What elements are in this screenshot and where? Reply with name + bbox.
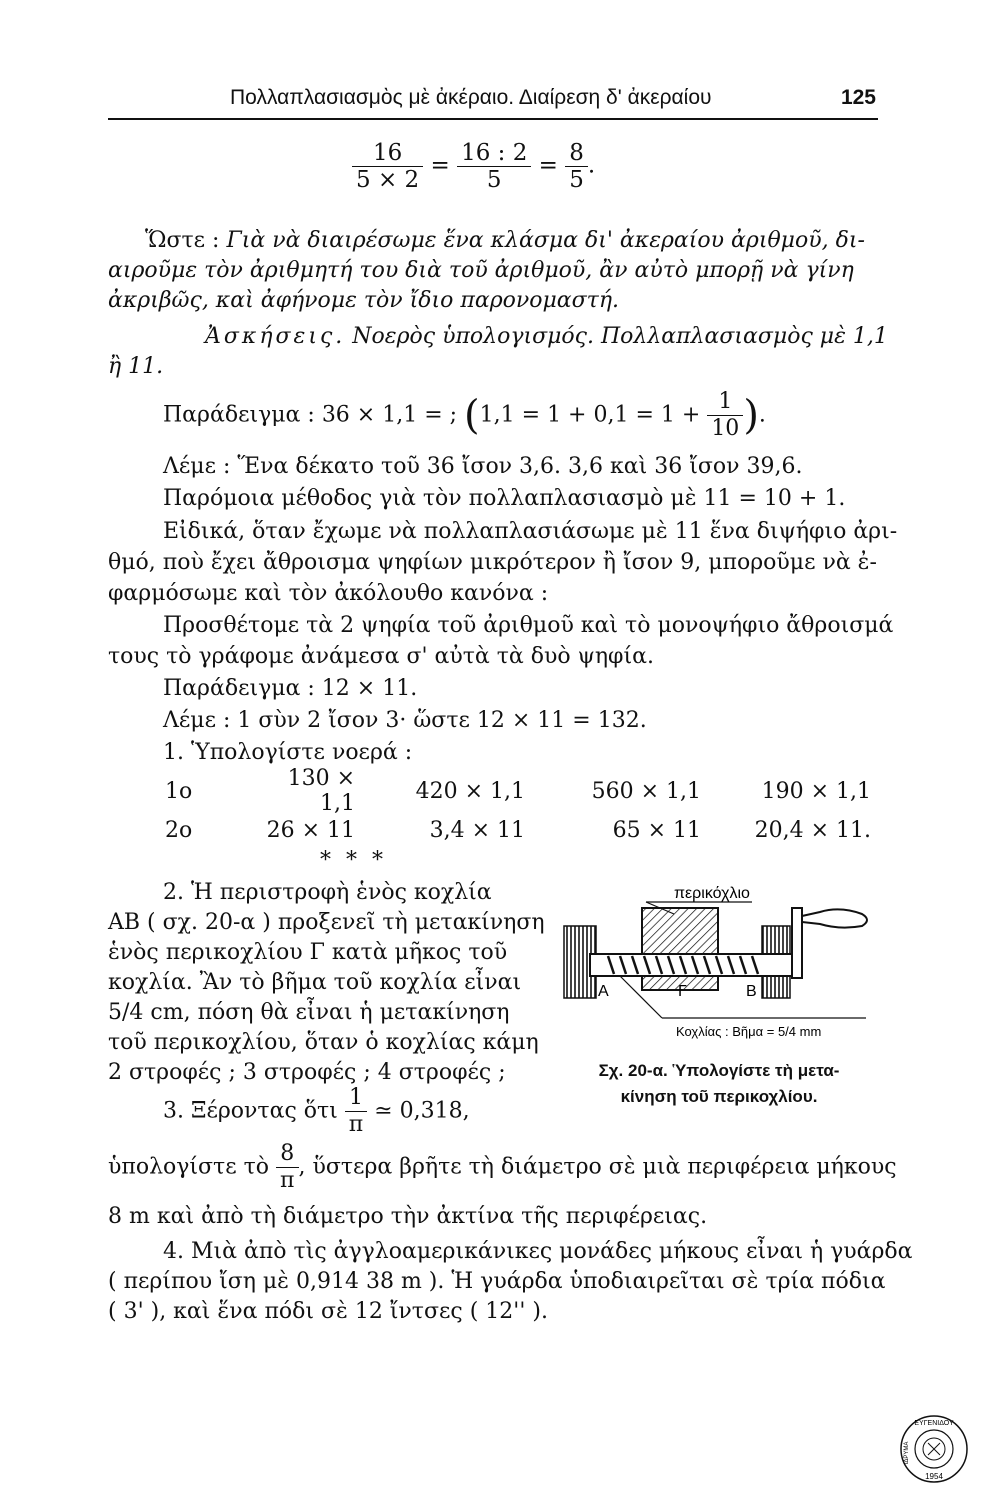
problem-line: 5/4 cm, πόση θὰ εἶναι ἡ μετακίνηση [108,1000,510,1025]
example-line: Παράδειγμα : 36 × 1,1 = ; (1,1 = 1 + 0,1 = 1 + $\frac{1}{10}$ ). [163,389,766,441]
body-line: Παρόμοια μέθοδος γιὰ τὸν πολλαπλασιασμὸ μὲ 11 = 10 + 1. [163,486,846,511]
table-row: 1ο 130 × 1,1 420 × 1,1 560 × 1,1 190 × 1,1 [165,766,871,816]
problem-line: 2 στροφές ; 3 στροφές ; 4 στροφές ; [108,1060,506,1085]
rule-line: ἀκριβῶς, καὶ ἀφήνομε τὸν ἴδιο παρονομαστή. [108,288,620,313]
problem-line: 3. Ξέροντας ὅτι $\frac{1}{\pi}$ ≃ 0,318, [163,1085,470,1137]
label-g: Γ [678,983,687,1000]
problem-line: ΑΒ ( σχ. 20-α ) προξενεῖ τὴ μετακίνηση [108,910,545,935]
fraction-equation: $\frac{16}{5 \times 2}$ = $\frac{16 : 2}{5}$ = $\frac{8}{5}$ . [352,140,595,193]
fraction: $\frac{8}{5}$ [565,140,588,193]
problem-line: ( περίπου ἴση μὲ 0,914 38 m ). Ἡ γυάρδα ὑποδιαιρεῖται σὲ τρία πόδια [108,1269,886,1294]
nut [642,908,718,990]
exercises-heading: Ἀσκήσεις. Νοερὸς ὑπολογισμός. Πολλαπλασιασμὸς μὲ 1,1 [205,324,888,349]
fraction: $\frac{1}{10}$ [707,389,743,442]
problem-line: 2. Ἡ περιστροφὴ ἑνὸς κοχλία [163,880,492,905]
problem-line: 8 m καὶ ἀπὸ τὴ διάμετρο τὴν ἀκτίνα τῆς περιφέρειας. [108,1204,708,1229]
foundation-seal [898,1413,970,1485]
fraction: $\frac{1}{\pi}$ [345,1085,367,1138]
problem-line: τοῦ περικοχλίου, ὅταν ὁ κοχλίας κάμη [108,1030,539,1055]
page-header [108,84,878,120]
fraction: $\frac{8}{\pi}$ [276,1141,298,1194]
problem-line: ( 3' ), καὶ ἕνα πόδι σὲ 12 ἴντσες ( 12'' ). [108,1299,548,1324]
screw-figure [550,868,886,1040]
svg-text:ΕΥΓΕΝΙΔΟΥ: ΕΥΓΕΝΙΔΟΥ [914,1420,954,1427]
fraction: $\frac{16 : 2}{5}$ [457,140,531,193]
body-line: Προσθέτομε τὰ 2 ψηφία τοῦ ἀριθμοῦ καὶ τὸ μονοψήφιο ἄθροισμά [163,613,894,638]
body-line: Λέμε : 1 σὺν 2 ἴσον 3· ὥστε 12 × 11 = 132. [163,708,647,733]
page-number: 125 [840,86,876,109]
body-line: 1. Ὑπολογίστε νοερά : [163,740,413,765]
rule-line: Ὥστε : Γιὰ νὰ διαιρέσωμε ἕνα κλάσμα δι' ἀκεραίου ἀριθμοῦ, δι- [145,228,865,253]
exercises-heading-cont: ἢ 11. [108,354,164,379]
body-line: Παράδειγμα : 12 × 11. [163,676,418,701]
rule-line: αιροῦμε τὸν ἀριθμητή του διὰ τοῦ ἀριθμοῦ, ἂν αὐτὸ μπορῇ νὰ γίνη [108,258,854,283]
figure-caption: Σχ. 20-α. Ὑπολογίστε τὴ μετα- κίνηση τοῦ περικοχλίου. [598,1061,840,1106]
label-nut: περικόχλιο [674,885,750,902]
label-b: Β [746,983,757,1000]
svg-text:1954: 1954 [925,1472,943,1481]
svg-text:ΙΔΡΥΜΑ: ΙΔΡΥΜΑ [904,1441,910,1465]
table-row: 2ο 26 × 11 3,4 × 11 65 × 11 20,4 × 11. [165,818,871,843]
problem-line: κοχλία. Ἂν τὸ βῆμα τοῦ κοχλία εἶναι [108,970,522,995]
exercise-table [165,766,871,845]
section-stars: * * * [320,848,387,873]
crank-handle [802,909,867,927]
body-line: Εἰδικά, ὅταν ἔχωμε νὰ πολλαπλασιάσωμε μὲ 11 ἕνα διψήφιο ἀρι- [163,519,898,544]
fraction: $\frac{16}{5 \times 2}$ [352,140,423,193]
problem-line: ὑπολογίστε τὸ $\frac{8}{\pi}$ , ὕστερα βρῆτε τὴ διάμετρο σὲ μιὰ περιφέρεια μήκους [108,1141,897,1193]
running-title: Πολλαπλασιασμὸς μὲ ἀκέραιο. Διαίρεση δ' ἀκεραίου [230,86,712,109]
problem-line: 4. Μιὰ ἀπὸ τὶς ἀγγλοαμερικάνικες μονάδες μήκους εἶναι ἡ γυάρδα [163,1239,913,1264]
label-a: Α [598,983,609,1000]
body-line: φαρμόσωμε καὶ τὸν ἀκόλουθο κανόνα : [108,581,549,606]
label-screw: Κοχλίας : Βῆμα = 5/4 mm [676,1024,822,1039]
problem-line: ἑνὸς περικοχλίου Γ κατὰ μῆκος τοῦ [108,940,508,965]
crank-arm [792,908,802,978]
body-line: Λέμε : Ἕνα δέκατο τοῦ 36 ἴσον 3,6. 3,6 καὶ 36 ἴσον 39,6. [163,454,803,479]
body-line: τους τὸ γράφομε ἀνάμεσα σ' αὐτὰ τὰ δυὸ ψηφία. [108,644,654,669]
body-line: θμό, ποὺ ἔχει ἄθροισμα ψηφίων μικρότερον ἢ ἴσον 9, μποροῦμε νὰ ἐ- [108,550,877,575]
